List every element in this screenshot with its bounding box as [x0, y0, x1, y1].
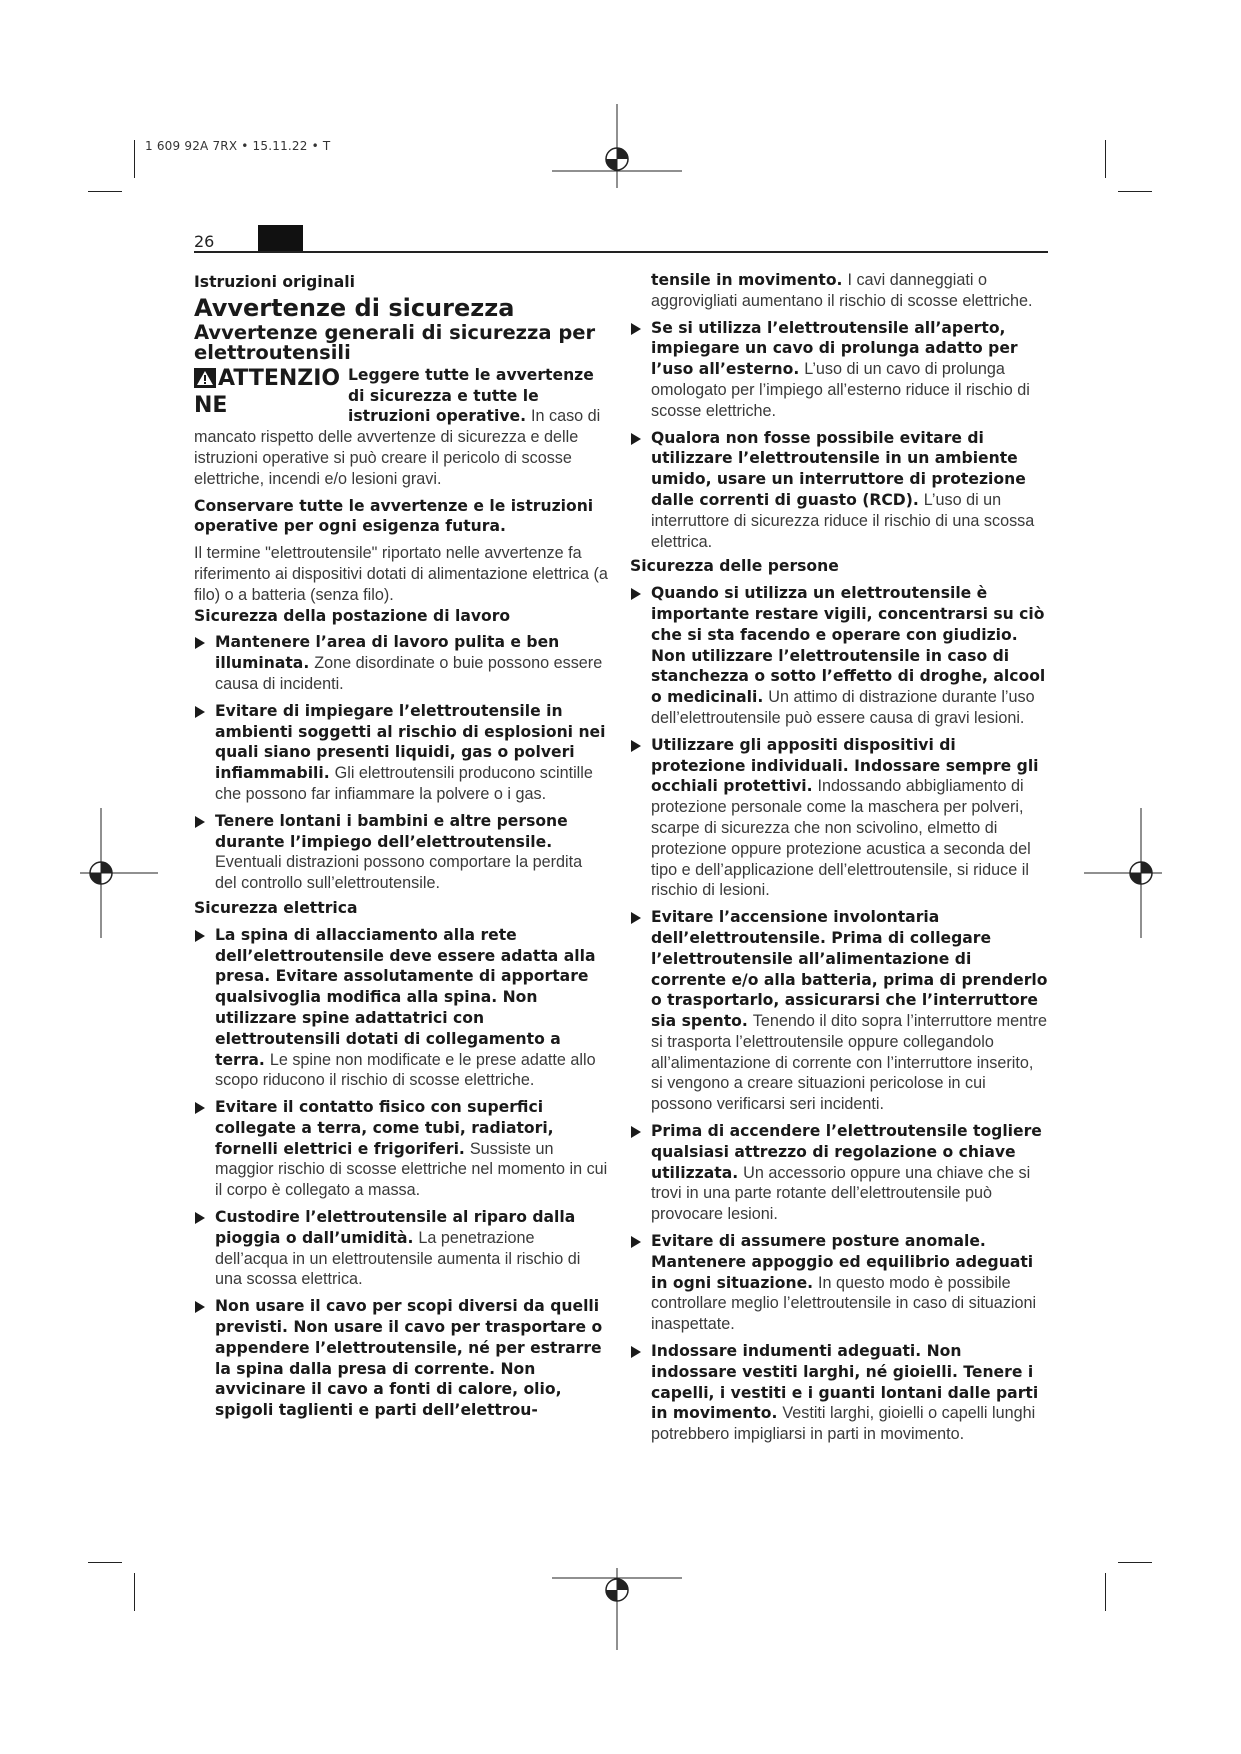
list-item — [194, 632, 608, 694]
item-text: In questo modo è possibile controllare meglio l’elettroutensile in caso di situazioni inaspettate. — [651, 1273, 1037, 1334]
item-text: Gli elettroutensili producono scintille che possono far infiammare la polvere o i gas. — [215, 764, 593, 803]
keep-instructions: Conservare tutte le avvertenze e le istruzioni operative per ogni esigenza futura. — [194, 496, 594, 536]
header-tab-marker — [258, 225, 303, 251]
item-bold: Non usare il cavo per scopi diversi da quelli previsti. Non usare il cavo per trasportare o appendere l’elettroutensile, né per estrarre la spina dalla presa di corrente. Non avvicinare il cavo a fonti di calore, olio, spigoli taglienti e parti dell’elettrou- — [215, 1297, 603, 1420]
item-bold: Utilizzare gli appositi dispositivi di protezione individuali. Indossare sempre gli occhiali protettivi. — [651, 735, 1039, 796]
item-bold: Qualora non fosse possibile evitare di utilizzare l’elettroutensile in un ambiente umido, usare un interruttore di protezione dalle correnti di guasto (RCD). — [651, 428, 1026, 509]
item-bold: Custodire l’elettroutensile al riparo dalla pioggia o dall’umidità. — [215, 1208, 576, 1247]
item-bold: Evitare il contatto fisico con superfici collegate a terra, come tubi, radiatori, fornelli elettrici e frigoriferi. — [215, 1098, 554, 1158]
list-item — [194, 1207, 608, 1290]
item-text: Vestiti larghi, gioielli o capelli lunghi potrebbero impigliarsi in parti in movimento. — [651, 1404, 1036, 1444]
page-title: Avvertenze di sicurezza — [194, 293, 515, 322]
item-text: L’uso di un interruttore di sicurezza riduce il rischio di una scossa elettrica. — [651, 490, 1035, 551]
list-item — [194, 811, 608, 894]
item-bold: Se si utilizza l’elettroutensile all’aperto, impiegare un cavo di prolunga adatto per l’uso all’esterno. — [651, 318, 1018, 379]
item-bold: Prima di accendere l’elettroutensile togliere qualsiasi attrezzo di regolazione o chiave utilizzata. — [651, 1122, 1042, 1182]
item-text: Indossando abbigliamento di protezione personale come la maschera per polveri, scarpe di sicurezza che non scivolino, elmetto di protezione oppure protezione acustica a seconda del tipo e dell’applicazione dell’elettroutensile, si riduce il rischio di lesioni. — [651, 777, 1031, 900]
list-item — [194, 701, 608, 805]
right-column — [630, 270, 1048, 1449]
list-item — [630, 1341, 1048, 1445]
list-item — [630, 907, 1048, 1115]
list-item — [194, 1097, 608, 1201]
page-number: 26 — [194, 232, 215, 251]
list-item — [630, 1121, 1048, 1225]
header-rule — [194, 251, 1048, 253]
work-area-list — [194, 632, 608, 894]
list-item — [194, 925, 608, 1091]
item-text: Un accessorio oppure una chiave che si trovi in una parte rotante dell’elettroutensile può provocare lesioni. — [651, 1163, 1031, 1224]
left-column — [194, 272, 608, 1425]
work-area-heading: Sicurezza della postazione di lavoro — [194, 606, 511, 625]
warning-text: In caso di mancato rispetto delle avvertenze di sicurezza e delle istruzioni operative si può creare il pericolo di scosse elettriche, incendi e/o lesioni gravi. — [194, 407, 601, 488]
item-bold: Mantenere l’area di lavoro pulita e ben illuminata. — [215, 633, 560, 673]
person-safety-heading: Sicurezza delle persone — [630, 557, 839, 576]
warning-lead: Leggere tutte le avvertenze di sicurezza e tutte le istruzioni operative. — [348, 365, 594, 426]
registration-mark-top — [552, 104, 682, 188]
item-bold: La spina di allacciamento alla rete dell’elettroutensile deve essere adatta alla presa. Evitare assolutamente di apportare qualsivoglia modifica alla spina. Non utilizzare spine adattatrici con elettroutensili dotati di collegamento a terra. — [215, 925, 596, 1069]
item-text: La penetrazione dell’acqua in un elettroutensile aumenta il rischio di una scossa elettrica. — [215, 1228, 581, 1289]
list-item — [630, 428, 1048, 553]
list-item — [630, 1231, 1048, 1335]
list-item — [630, 583, 1048, 729]
list-item — [630, 318, 1048, 422]
subtitle: Avvertenze generali di sicurezza per elettroutensili — [194, 320, 596, 364]
continued-item — [630, 270, 1048, 312]
list-item — [630, 735, 1048, 901]
electric-heading: Sicurezza elettrica — [194, 898, 358, 917]
item-bold: Quando si utilizza un elettroutensile è importante restare vigili, concentrarsi su ciò che si sta facendo e operare con giudizio. Non utilizzare l’elettroutensile in caso di stanchezza o sotto l’effetto di droghe, alcool o medicinali. — [651, 584, 1046, 707]
item-bold: Evitare l’accensione involontaria dell’elettroutensile. Prima di collegare l’elettroutensile all’alimentazione di corrente e/o alla batteria, prima di prenderlo o trasportarlo, assicurarsi che l’interruttore sia spento. — [651, 908, 1048, 1031]
list-item — [194, 1296, 608, 1421]
item-bold: Evitare di impiegare l’elettroutensile in ambienti soggetti al rischio di esplosioni nei quali siano presenti liquidi, gas o polveri infiammabili. — [215, 701, 606, 783]
warning-label — [194, 365, 342, 419]
item-bold: Evitare di assumere posture anomale. Mantenere appoggio ed equilibrio adeguati in ogni situazione. — [651, 1232, 1034, 1292]
warning-triangle-icon — [194, 368, 216, 388]
registration-mark-left — [80, 808, 158, 938]
item-bold: Indossare indumenti adeguati. Non indossare vestiti larghi, né gioielli. Tenere i capelli, i vestiti e i guanti lontani dalle parti in movimento. — [651, 1342, 1039, 1423]
item-text: Un attimo di distrazione durante l’uso dell’elettroutensile può essere causa di gravi lesioni. — [651, 688, 1035, 727]
section-label: Istruzioni originali — [194, 273, 355, 291]
electric-list — [194, 925, 608, 1421]
registration-mark-bottom — [552, 1568, 682, 1650]
item-text: Eventuali distrazioni possono comportare la perdita del controllo sull’elettroutensile. — [215, 853, 583, 893]
item-text: Zone disordinate o buie possono essere causa di incidenti. — [215, 654, 603, 693]
item-text: Tenendo il dito sopra l’interruttore mentre si trasporta l’elettroutensile oppure collegandolo all’alimentazione di corrente con l’interruttore inserito, si vengono a creare situazioni pericolose in cui possono verificarsi seri incidenti. — [651, 1012, 1047, 1114]
item-text: L’uso di un cavo di prolunga omologato per l’impiego all’esterno riduce il rischio di scosse elettriche. — [651, 360, 1030, 420]
item-text: I cavi danneggiati o aggrovigliati aumentano il rischio di scosse elettriche. — [651, 271, 1033, 310]
print-info: 1 609 92A 7RX • 15.11.22 • T — [145, 139, 331, 153]
warning-label-text: ATTENZIONE — [194, 365, 341, 418]
person-safety-list — [630, 583, 1048, 1445]
item-bold: Tenere lontani i bambini e altre persone durante l’impiego dell’elettroutensile. — [215, 811, 568, 851]
electric-list-continued — [630, 318, 1048, 553]
warning-block — [194, 365, 608, 490]
registration-mark-right — [1084, 808, 1162, 938]
term-definition: Il termine "elettroutensile" riportato nelle avvertenze fa riferimento ai dispositivi dotati di alimentazione elettrica (a filo) o a batteria (senza filo). — [194, 544, 608, 604]
item-bold: tensile in movimento. — [651, 271, 843, 289]
item-text: Le spine non modificate e le prese adatte allo scopo riducono il rischio di scosse elettriche. — [215, 1050, 596, 1090]
item-text: Sussiste un maggior rischio di scosse elettriche nel momento in cui il corpo è collegato a massa. — [215, 1139, 608, 1200]
